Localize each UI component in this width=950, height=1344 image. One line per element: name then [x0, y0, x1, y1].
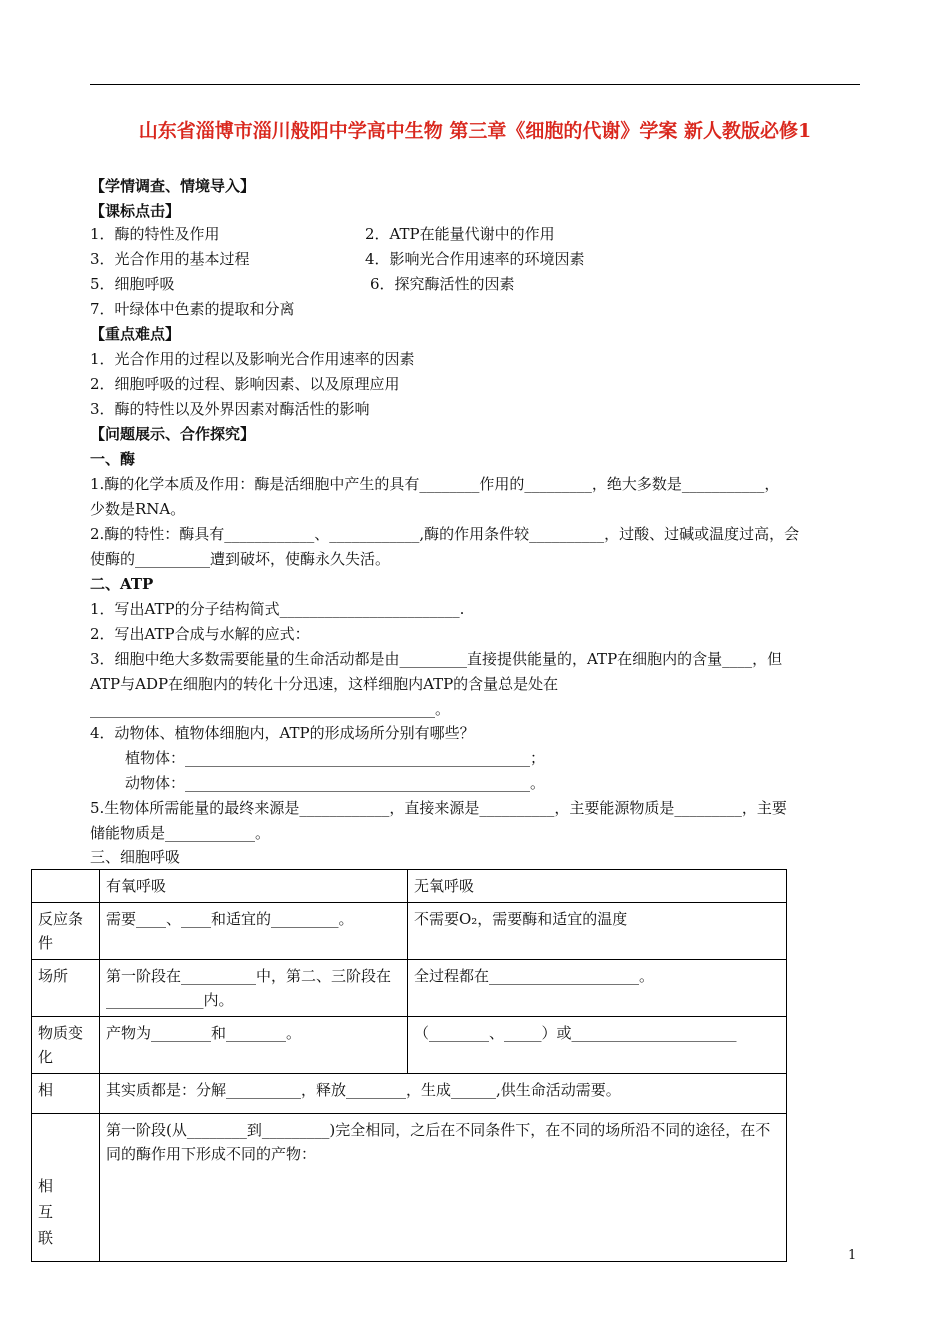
anaerobic-cell: 全过程都在____________________。: [408, 960, 787, 1017]
table-row: [32, 1074, 787, 1114]
enzyme-heading: 一、酶: [90, 450, 136, 468]
document-title: 山东省淄博市淄川般阳中学高中生物 第三章《细胞的代谢》学案 新人教版必修1: [138, 120, 812, 142]
key-item-1: 1．光合作用的过程以及影响光合作用速率的因素: [90, 350, 415, 368]
atp-q5-line1: 5.生物体所需能量的最终来源是____________，直接来源是__________，主要能源物质是_________，主要: [90, 799, 787, 817]
enzyme-q1-line2: 少数是RNA。: [90, 500, 186, 518]
atp-q4-animal: 动物体：______________________________________________。: [125, 774, 546, 792]
section-problems: 【问题展示、合作探究】: [90, 425, 256, 443]
atp-q3-line3: ______________________________________________。: [90, 700, 451, 718]
table-row: [32, 1017, 787, 1074]
atp-q5-line2: 储能物质是____________。: [90, 824, 271, 842]
aerobic-cell: 需要____、____和适宜的_________。: [100, 903, 408, 960]
header-anaerobic: 无氧呼吸: [408, 870, 787, 903]
respiration-heading: 三、细胞呼吸: [90, 848, 181, 866]
aerobic-cell: 第一阶段在__________中，第二、三阶段在_____________内。: [100, 960, 408, 1017]
merged-cell: 其实质都是：分解__________，释放________，生成______,供生命活动需要。: [100, 1074, 787, 1114]
page-number: 1: [848, 1248, 857, 1263]
atp-q4: 4．动物体、植物体细胞内，ATP的形成场所分别有哪些？: [90, 724, 475, 742]
section-key-points: 【重点难点】: [90, 325, 181, 343]
atp-q3-line2: ATP与ADP在细胞内的转化十分迅速，这样细胞内ATP的含量总是处在: [90, 675, 559, 693]
row-label: 场所: [32, 960, 100, 1017]
curriculum-item-2: 2．ATP在能量代谢中的作用: [365, 225, 555, 243]
atp-heading: 二、ATP: [90, 575, 154, 593]
curriculum-item-4: 4．影响光合作用速率的环境因素: [365, 250, 585, 268]
key-item-2: 2．细胞呼吸的过程、影响因素、以及原理应用: [90, 375, 400, 393]
enzyme-q2-line2: 使酶的__________遭到破坏，使酶永久失活。: [90, 550, 391, 568]
enzyme-q2-line1: 2.酶的特性：酶具有____________、____________,酶的作用条件较__________，过酸、过碱或温度过高，会: [90, 525, 800, 543]
row-label: 反应条件: [32, 903, 100, 960]
curriculum-item-1: 1．酶的特性及作用: [90, 225, 220, 243]
curriculum-item-3: 3．光合作用的基本过程: [90, 250, 250, 268]
anaerobic-cell: 不需要O₂，需要酶和适宜的温度: [408, 903, 787, 960]
row-label-vertical: [32, 1114, 100, 1262]
curriculum-item-5: 5．细胞呼吸: [90, 275, 175, 293]
row-label-text: 相互联: [38, 1177, 54, 1247]
atp-q2: 2．写出ATP合成与水解的应式：: [90, 625, 310, 643]
key-item-3: 3．酶的特性以及外界因素对酶活性的影响: [90, 400, 370, 418]
top-rule: [90, 84, 860, 85]
section-curriculum: 【课标点击】: [90, 202, 181, 220]
atp-q1: 1．写出ATP的分子结构简式________________________.: [90, 600, 465, 618]
table-row: [32, 1114, 787, 1262]
merged-cell: 第一阶段(从________到_________)完全相同，之后在不同条件下，在不同的场所沿不同的途径，在不同的酶作用下形成不同的产物：: [100, 1114, 787, 1262]
enzyme-q1-line1: 1.酶的化学本质及作用：酶是活细胞中产生的具有________作用的_________，绝大多数是___________，: [90, 475, 780, 493]
atp-q4-plant: 植物体：______________________________________________；: [125, 749, 546, 767]
section-survey: 【学情调查、情境导入】: [90, 177, 256, 195]
table-row: [32, 870, 787, 903]
table-row: [32, 960, 787, 1017]
atp-q3-line1: 3．细胞中绝大多数需要能量的生命活动都是由_________直接提供能量的，ATP在细胞内的含量____，但: [90, 650, 783, 668]
curriculum-item-6: 6．探究酶活性的因素: [370, 275, 515, 293]
row-label: 相: [32, 1074, 100, 1114]
table-row: [32, 903, 787, 960]
respiration-table: [31, 869, 787, 1262]
curriculum-item-7: 7．叶绿体中色素的提取和分离: [90, 300, 295, 318]
row-label: 物质变化: [32, 1017, 100, 1074]
anaerobic-cell: （________、_____）或______________________: [408, 1017, 787, 1074]
table-corner-cell: [32, 870, 100, 903]
header-aerobic: 有氧呼吸: [100, 870, 408, 903]
aerobic-cell: 产物为________和________。: [100, 1017, 408, 1074]
